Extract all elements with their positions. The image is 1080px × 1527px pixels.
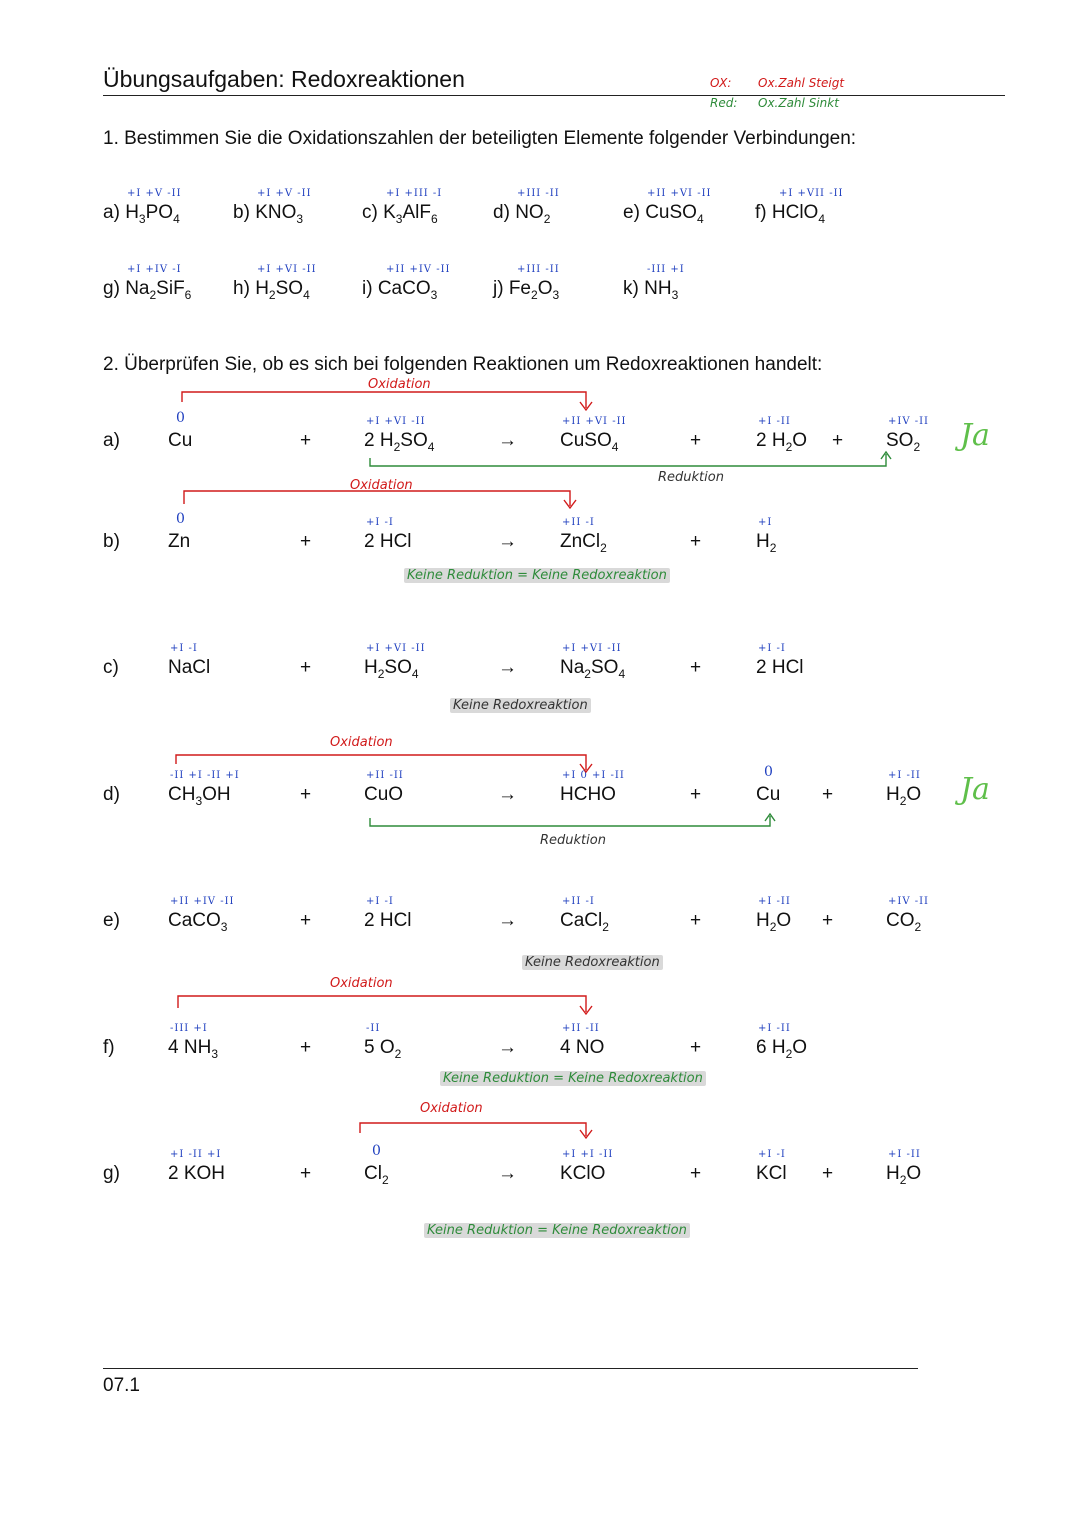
page-title: Übungsaufgaben: Redoxreaktionen <box>103 66 465 92</box>
reaction-arrow: → <box>498 430 517 451</box>
species-p2: $H_2$ <box>756 531 777 555</box>
conclusion-note: Keine Reduktion = Keine Redoxreaktion <box>424 1223 690 1238</box>
conclusion-note: Keine Redoxreaktion <box>522 955 663 970</box>
compound-label: g) <box>103 278 126 299</box>
oxidation-numbers: +I <box>758 517 773 528</box>
compound-label: b) <box>233 202 256 223</box>
species-r2: $H_2SO_4$ <box>364 657 419 681</box>
answer-ja: Ja <box>960 772 990 807</box>
plus-sign: + <box>690 531 702 552</box>
formula-text: $K_3AlF_6$ <box>383 202 438 226</box>
oxidation-bracket <box>178 996 592 1014</box>
plus-sign: + <box>832 430 844 451</box>
formula-text: $H_3PO_4$ <box>125 202 180 226</box>
oxidation-numbers: -II +I -II +I <box>170 770 240 781</box>
formula-text: $H_2SO_4$ <box>255 278 310 302</box>
reaction-arrow: → <box>498 1037 517 1058</box>
species-r2: $Cl_2$ <box>364 1163 389 1187</box>
oxidation-numbers: +II +IV -II <box>386 264 451 275</box>
reduction-bracket <box>370 452 891 466</box>
species-r1: $CH_3OH$ <box>168 784 231 808</box>
reaction-arrow: → <box>498 657 517 678</box>
oxidation-numbers: +II +VI -II <box>647 188 712 199</box>
reaction-arrow: → <box>498 531 517 552</box>
page-number: 07.1 <box>103 1375 140 1396</box>
plus-sign: + <box>300 1037 312 1058</box>
formula-text: HClO$_4$ <box>771 202 826 226</box>
oxidation-note: Oxidation <box>330 976 393 991</box>
plus-sign: + <box>822 1163 834 1184</box>
species-p3: $SO_2$ <box>886 430 921 454</box>
plus-sign: + <box>690 430 702 451</box>
oxidation-numbers: 0 <box>764 764 773 780</box>
species-p3: $H_2O$ <box>886 784 922 808</box>
oxidation-bracket <box>176 755 592 772</box>
plus-sign: + <box>300 784 312 805</box>
reduction-note: Reduktion <box>658 470 724 485</box>
compound-label: e) <box>623 202 646 223</box>
species-p1: 4 NO <box>560 1037 605 1058</box>
oxidation-numbers: +I +VI -II <box>366 416 426 427</box>
species-p3: $H_2O$ <box>886 1163 922 1187</box>
species-p2: KCl <box>756 1163 787 1184</box>
reaction-arrow: → <box>498 1163 517 1184</box>
oxidation-numbers: +I -I <box>758 1149 786 1160</box>
oxidation-note: Oxidation <box>368 377 431 392</box>
compound-label: d) <box>493 202 516 223</box>
oxidation-numbers: +II -II <box>562 1023 600 1034</box>
reaction-arrow: → <box>498 784 517 805</box>
oxidation-numbers: 0 <box>372 1143 381 1159</box>
plus-sign: + <box>822 910 834 931</box>
formula-text: $Na_2SiF_6$ <box>125 278 192 302</box>
oxidation-numbers: +II -I <box>562 517 595 528</box>
oxidation-numbers: +I -I <box>170 643 198 654</box>
conclusion-note: Keine Redoxreaktion <box>450 698 591 713</box>
species-p1: $Na_2SO_4$ <box>560 657 626 681</box>
species-r1: 4 $NH_3$ <box>168 1037 218 1061</box>
oxidation-numbers: -II <box>366 1023 381 1034</box>
plus-sign: + <box>300 657 312 678</box>
oxidation-numbers: +I 0 +I -II <box>562 770 625 781</box>
oxidation-numbers: +II -II <box>366 770 404 781</box>
oxidation-numbers: -III +I <box>170 1023 208 1034</box>
footer-rule <box>103 1368 918 1369</box>
oxidation-numbers: -III +I <box>647 264 685 275</box>
reaction-label: c) <box>103 657 119 678</box>
plus-sign: + <box>690 1163 702 1184</box>
legend-red-text: Ox.Zahl Sinkt <box>758 96 839 110</box>
species-p1: KClO <box>560 1163 606 1184</box>
species-r1: Cu <box>168 430 193 451</box>
formula-text: $NO_2$ <box>515 202 551 226</box>
oxidation-numbers: +I -II <box>758 896 791 907</box>
legend-ox-label: OX: <box>710 76 732 90</box>
plus-sign: + <box>690 657 702 678</box>
oxidation-numbers: +II -I <box>562 896 595 907</box>
species-r1: NaCl <box>168 657 211 678</box>
oxidation-bracket <box>184 491 576 508</box>
oxidation-numbers: +IV -II <box>888 896 930 907</box>
reaction-label: d) <box>103 784 120 805</box>
formula-text: $NH_3$ <box>644 278 679 302</box>
oxidation-numbers: +I -II <box>888 770 921 781</box>
oxidation-numbers: +I +III -I <box>386 188 443 199</box>
oxidation-numbers: +III -II <box>517 264 560 275</box>
oxidation-numbers: +III -II <box>517 188 560 199</box>
task2-heading: 2. Überprüfen Sie, ob es sich bei folgenden Reaktionen um Redoxreaktionen handelt: <box>103 354 823 375</box>
species-r1: CaCO$_3$ <box>168 910 228 934</box>
species-r1: Zn <box>168 531 191 552</box>
oxidation-note: Oxidation <box>330 735 393 750</box>
formula-text: $KNO_3$ <box>255 202 304 226</box>
oxidation-numbers: +I +I -II <box>562 1149 614 1160</box>
plus-sign: + <box>690 784 702 805</box>
reaction-arrow: → <box>498 910 517 931</box>
reduction-bracket <box>370 814 775 826</box>
formula-text: CaCO$_3$ <box>377 278 438 302</box>
oxidation-note: Oxidation <box>350 478 413 493</box>
compound-label: c) <box>362 202 384 223</box>
oxidation-numbers: +I +V -II <box>257 188 312 199</box>
oxidation-numbers: +I -II <box>758 1023 791 1034</box>
oxidation-bracket <box>360 1123 592 1138</box>
plus-sign: + <box>300 910 312 931</box>
oxidation-numbers: +IV -II <box>888 416 930 427</box>
oxidation-numbers: +I +IV -I <box>127 264 182 275</box>
reaction-label: g) <box>103 1163 120 1184</box>
plus-sign: + <box>300 430 312 451</box>
plus-sign: + <box>822 784 834 805</box>
compound-label: f) <box>755 202 772 223</box>
oxidation-numbers: +I +VI -II <box>257 264 317 275</box>
reaction-label: b) <box>103 531 120 552</box>
compound-label: j) <box>493 278 509 299</box>
compound-label: i) <box>362 278 378 299</box>
oxidation-numbers: +II +VI -II <box>562 416 627 427</box>
oxidation-numbers: 0 <box>176 410 185 426</box>
oxidation-numbers: +I +VI -II <box>562 643 622 654</box>
oxidation-numbers: +I -II <box>888 1149 921 1160</box>
conclusion-note: Keine Reduktion = Keine Redoxreaktion <box>404 568 670 583</box>
reaction-label: f) <box>103 1037 115 1058</box>
oxidation-numbers: +I -II <box>758 416 791 427</box>
species-p1: CuSO$_4$ <box>560 430 619 454</box>
plus-sign: + <box>690 910 702 931</box>
species-r2: 5 $O_2$ <box>364 1037 402 1061</box>
oxidation-numbers: +II +IV -II <box>170 896 235 907</box>
compound-label: h) <box>233 278 256 299</box>
compound-label: a) <box>103 202 126 223</box>
legend-red-label: Red: <box>710 96 738 110</box>
oxidation-numbers: +I -II +I <box>170 1149 222 1160</box>
oxidation-note: Oxidation <box>420 1101 483 1116</box>
legend-ox-text: Ox.Zahl Steigt <box>758 76 845 90</box>
species-r2: 2 HCl <box>364 910 412 931</box>
species-p3: $CO_2$ <box>886 910 922 934</box>
species-p1: HCHO <box>560 784 616 805</box>
species-r2: 2 $H_2SO_4$ <box>364 430 435 454</box>
species-r2: 2 HCl <box>364 531 412 552</box>
oxidation-numbers: 0 <box>176 511 185 527</box>
task1-heading: 1. Bestimmen Sie die Oxidationszahlen der beteiligten Elemente folgender Verbindungen: <box>103 128 857 149</box>
oxidation-numbers: +I +V -II <box>127 188 182 199</box>
species-p2: Cu <box>756 784 781 805</box>
answer-ja: Ja <box>960 418 990 453</box>
species-p2: $H_2O$ <box>756 910 792 934</box>
oxidation-numbers: +I -I <box>366 517 394 528</box>
formula-text: $Fe_2O_3$ <box>508 278 560 302</box>
conclusion-note: Keine Reduktion = Keine Redoxreaktion <box>440 1071 706 1086</box>
oxidation-numbers: +I +VI -II <box>366 643 426 654</box>
species-p2: 6 $H_2O$ <box>756 1037 808 1061</box>
oxidation-numbers: +I -I <box>366 896 394 907</box>
oxidation-numbers: +I +VII -II <box>779 188 844 199</box>
reaction-label: e) <box>103 910 120 931</box>
plus-sign: + <box>300 1163 312 1184</box>
species-p1: ZnCl$_2$ <box>560 531 607 555</box>
species-p1: CaCl$_2$ <box>560 910 609 934</box>
compound-label: k) <box>623 278 645 299</box>
reaction-label: a) <box>103 430 120 451</box>
plus-sign: + <box>300 531 312 552</box>
reduction-note: Reduktion <box>540 833 606 848</box>
species-p2: 2 $H_2O$ <box>756 430 808 454</box>
oxidation-bracket <box>182 392 592 410</box>
formula-text: CuSO$_4$ <box>645 202 704 226</box>
species-r2: CuO <box>364 784 404 805</box>
species-p2: 2 HCl <box>756 657 804 678</box>
plus-sign: + <box>690 1037 702 1058</box>
species-r1: 2 KOH <box>168 1163 226 1184</box>
oxidation-numbers: +I -I <box>758 643 786 654</box>
